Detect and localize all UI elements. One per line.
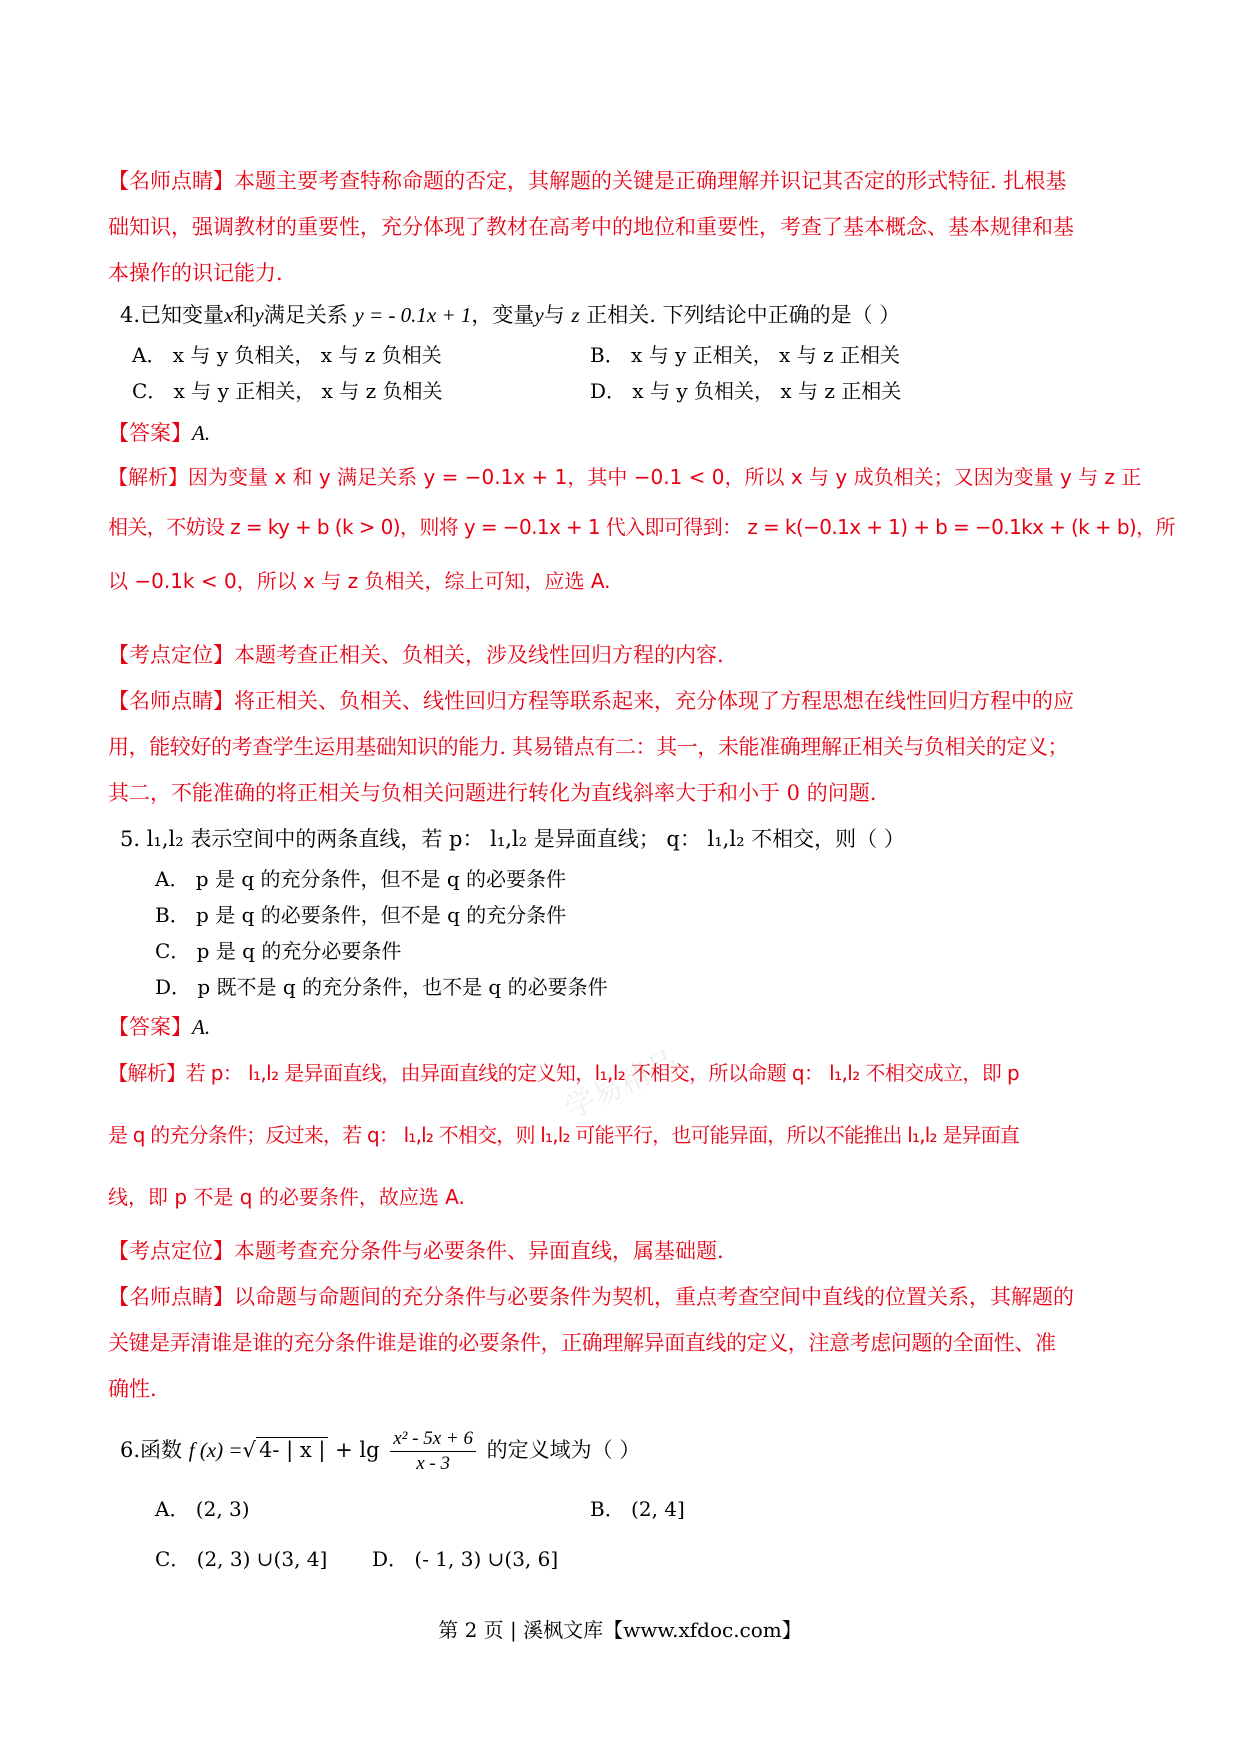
q5-analysis-text-3: 线，即 p 不是 q 的必要条件，故应选 A.: [108, 1185, 465, 1209]
q4-analysis-line-3: [108, 566, 611, 596]
q4-option-d: D． x 与 y 负相关， x 与 z 正相关: [590, 379, 902, 403]
q4-with: 与: [543, 303, 565, 327]
q5-option-a: A． p 是 q 的充分条件，但不是 q 的必要条件: [155, 867, 566, 891]
q6-option-d: D． (- 1, 3) ∪(3, 6]: [372, 1547, 559, 1571]
q4-point-text: 本题考查正相关、负相关，涉及线性回归方程的内容.: [234, 643, 724, 667]
q3-tip-text-1: 本题主要考查特称命题的否定，其解题的关键是正确理解并识记其否定的形式特征. 扎根基: [234, 169, 1067, 193]
q4-stem-part3: ，变量: [471, 303, 535, 327]
q4-option-c: C． x 与 y 正相关， x 与 z 负相关: [132, 379, 443, 403]
q5-answer-value: A.: [192, 1015, 211, 1039]
q5-point-text: 本题考查充分条件与必要条件、异面直线，属基础题.: [234, 1239, 724, 1263]
q4-stem-part1: 4.已知变量: [120, 303, 225, 327]
q4-analysis-text-3: 以 −0.1k < 0，所以 x 与 z 负相关，综上可知，应选 A.: [108, 569, 611, 593]
q4-var-z: z: [571, 303, 580, 327]
q4-answer-value: A.: [192, 421, 211, 445]
q5-tip-line-3: [108, 1374, 157, 1404]
q4-var-y2: y: [534, 303, 544, 327]
q4-stem-part2: 满足关系: [263, 303, 348, 327]
q4-var-y: y: [254, 303, 264, 327]
q4-analysis-line-1: [108, 462, 1141, 492]
q4-option-b: B． x 与 y 正相关， x 与 z 正相关: [590, 343, 900, 367]
q4-tip-line-1: [108, 686, 1074, 716]
q6-plus-lg: + lg: [335, 1438, 380, 1462]
q5-analysis-text-2: 是 q 的充分条件；反过来，若 q： l₁,l₂ 不相交，则 l₁,l₂ 可能平行，也可能异面，所以不能推出 l₁,l₂ 是异面直: [108, 1123, 1020, 1147]
q5-tip-text-2: 关键是弄清谁是谁的充分条件谁是谁的必要条件，正确理解异面直线的定义，注意考虑问题的全面性、准: [108, 1331, 1056, 1355]
q4-point-tag: 【考点定位】: [108, 643, 234, 667]
q5-tip-line-2: [108, 1328, 1056, 1358]
q6-option-a: A． (2, 3): [155, 1497, 250, 1521]
q4-tip-tag: 【名师点睛】: [108, 689, 234, 713]
q4-stem: [120, 300, 900, 330]
q6-option-b: B． (2, 4]: [590, 1497, 685, 1521]
q6-frac-denominator: x - 3: [416, 1453, 450, 1474]
q4-option-a: A． x 与 y 负相关， x 与 z 负相关: [132, 343, 442, 367]
q4-tip-text-2: 用，能较好的考查学生运用基础知识的能力. 其易错点有二：其一，未能准确理解正相关与负相关的定义；: [108, 735, 1069, 759]
q6-stem-suffix: 的定义域为（ ）: [486, 1438, 641, 1462]
q4-var-x: x: [224, 303, 234, 327]
q5-stem: 5. l₁,l₂ 表示空间中的两条直线，若 p： l₁,l₂ 是异面直线； q： l₁,l₂ 不相交，则（ ）: [120, 827, 905, 851]
q4-tip-line-2: [108, 732, 1068, 762]
q4-tip-line-3: [108, 778, 876, 808]
q4-analysis-text-1: 因为变量 x 和 y 满足关系 y = −0.1x + 1，其中 −0.1 < 0，所以 x 与 y 成负相关；又因为变量 y 与 z 正: [188, 465, 1142, 489]
q5-analysis-line-3: [108, 1182, 465, 1212]
q5-point-tag: 【考点定位】: [108, 1239, 234, 1263]
q5-analysis-tag: 【解析】: [108, 1061, 186, 1085]
page-footer: 第 2 页 | 溪枫文库【www.xfdoc.com】: [438, 1618, 802, 1642]
q5-option-d: D． p 既不是 q 的充分条件，也不是 q 的必要条件: [155, 975, 608, 999]
watermark: 学易精品: [559, 1043, 684, 1127]
q5-point-line: [108, 1236, 724, 1266]
q5-tip-text-3: 确性.: [108, 1377, 157, 1401]
q5-analysis-text-1: 若 p： l₁,l₂ 是异面直线，由异面直线的定义知，l₁,l₂ 不相交，所以命题 q： l₁,l₂ 不相交成立，即 p: [185, 1061, 1020, 1085]
q6-func: f (x) =: [188, 1438, 243, 1462]
q5-answer: [108, 1012, 210, 1042]
q3-tip-line-1: [108, 166, 1066, 196]
q5-analysis-line-2: [108, 1120, 1019, 1150]
q6-frac-numerator: x² - 5x + 6: [390, 1427, 476, 1452]
q6-fraction: [390, 1427, 476, 1476]
q4-answer: [108, 418, 210, 448]
q3-tip-tag: 【名师点睛】: [108, 169, 234, 193]
q5-answer-tag: 【答案】: [108, 1015, 192, 1039]
q5-option-c: C． p 是 q 的充分必要条件: [155, 939, 402, 963]
q5-analysis-line-1: [108, 1058, 1019, 1088]
q4-tip-text-1: 将正相关、负相关、线性回归方程等联系起来，充分体现了方程思想在线性回归方程中的应: [234, 689, 1074, 713]
q6-option-c: C． (2, 3) ∪(3, 4]: [155, 1547, 328, 1571]
q6-stem-prefix: 6.函数: [120, 1438, 183, 1462]
q4-analysis-tag: 【解析】: [108, 465, 188, 489]
q4-point-line: [108, 640, 724, 670]
q4-analysis-line-2: [108, 512, 1175, 542]
q3-tip-line-2: [108, 212, 1074, 242]
q4-stem-part4: 正相关. 下列结论中正确的是（ ）: [586, 303, 901, 327]
q4-formula: y = - 0.1x + 1: [354, 303, 472, 327]
q6-sqrt-content: 4- | x |: [256, 1437, 328, 1462]
q5-tip-line-1: [108, 1282, 1074, 1312]
q6-stem: [120, 1422, 640, 1478]
q4-and: 和: [233, 303, 255, 327]
q5-option-b: B． p 是 q 的必要条件，但不是 q 的充分条件: [155, 903, 567, 927]
q4-tip-text-3: 其二，不能准确的将正相关与负相关问题进行转化为直线斜率大于和小于 0 的问题.: [108, 781, 877, 805]
q6-sqrt-sign: √: [242, 1438, 256, 1462]
q3-tip-line-3: [108, 258, 283, 288]
q3-tip-text-2: 础知识，强调教材的重要性，充分体现了教材在高考中的地位和重要性，考查了基本概念、基本规律和基: [108, 215, 1074, 239]
q3-tip-text-3: 本操作的识记能力.: [108, 261, 283, 285]
q4-analysis-text-2: 相关，不妨设 z = ky + b (k > 0)，则将 y = −0.1x + 1 代入即可得到： z = k(−0.1x + 1) + b = −0.1kx + (k + b)，所: [108, 515, 1175, 539]
q4-answer-tag: 【答案】: [108, 421, 192, 445]
q5-tip-tag: 【名师点睛】: [108, 1285, 234, 1309]
q5-tip-text-1: 以命题与命题间的充分条件与必要条件为契机，重点考查空间中直线的位置关系，其解题的: [234, 1285, 1074, 1309]
